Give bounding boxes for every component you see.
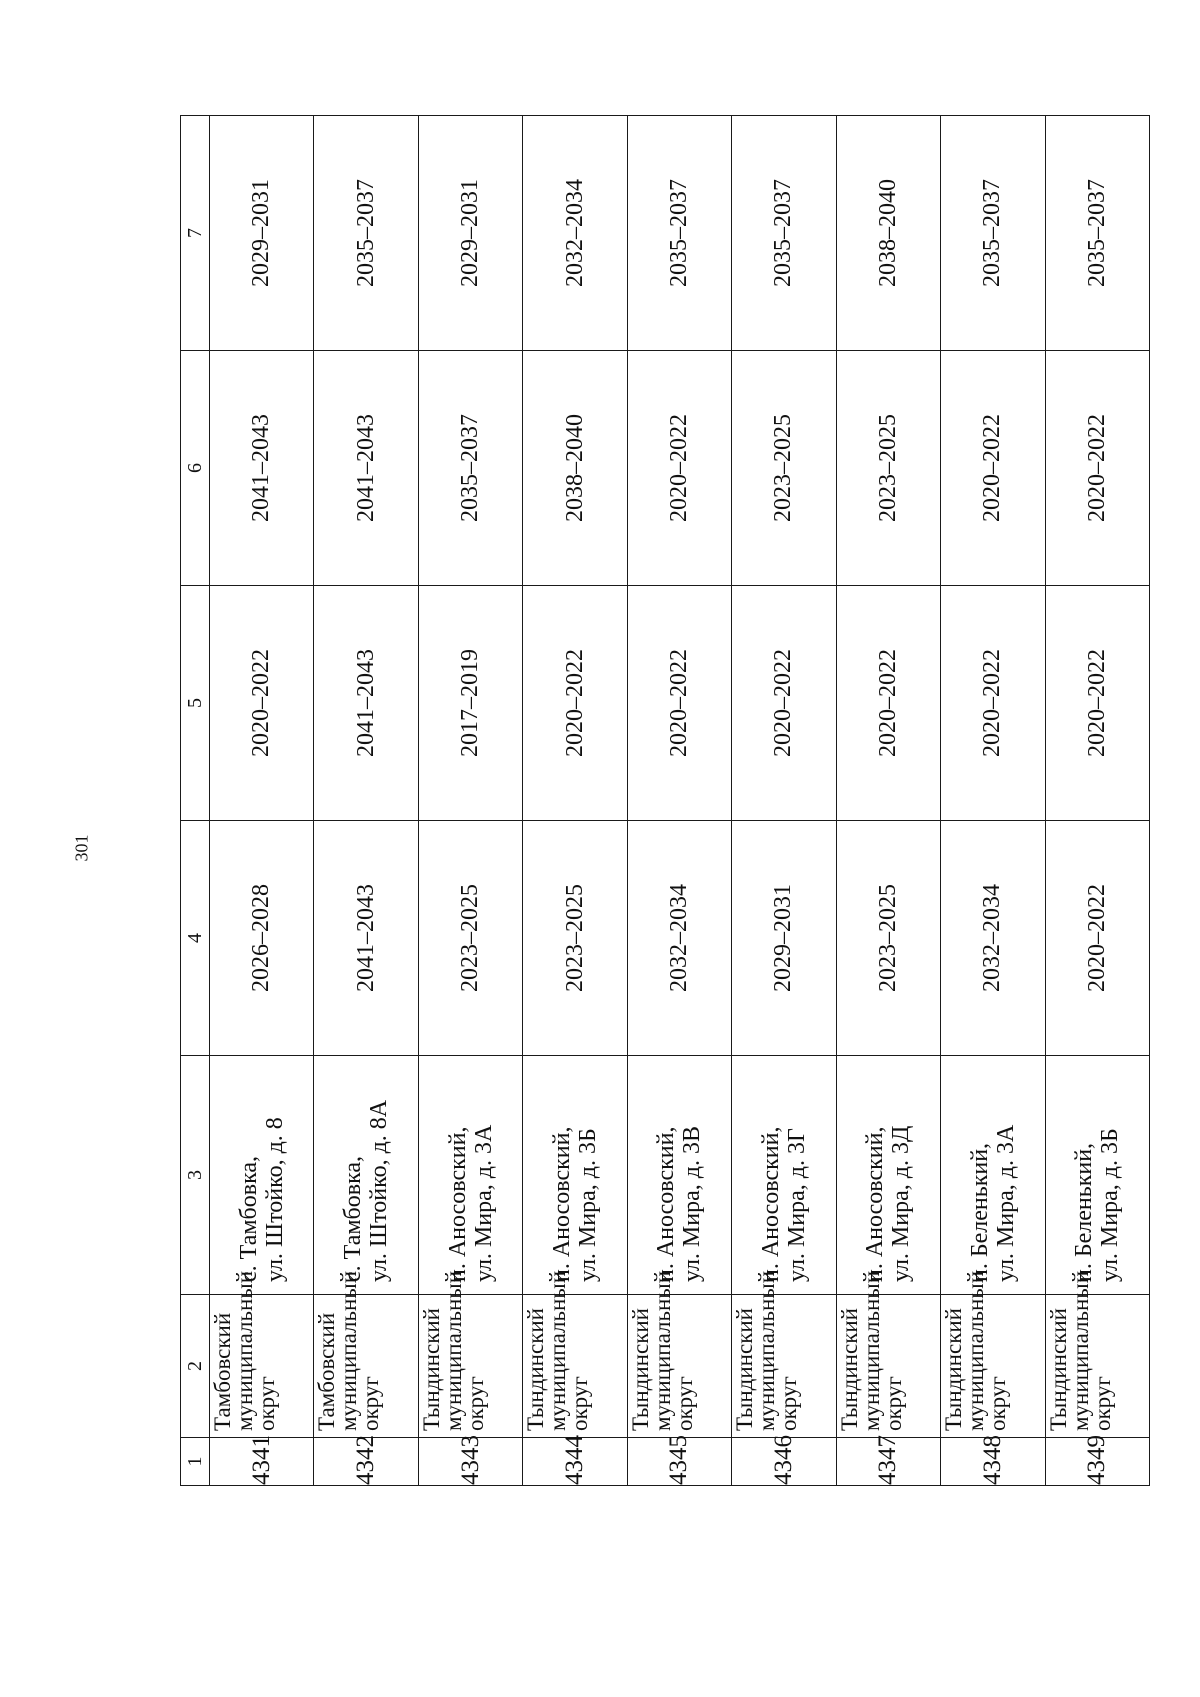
district-line: Тамбовский [314,1312,340,1431]
address-line: ул. Мира, д. 3А [992,1124,1019,1282]
period-cell-col6: 2035–2037 [418,351,522,586]
period-cell-col4: 2041–2043 [314,821,418,1056]
period-cell-col5: 2041–2043 [314,586,418,821]
district-line: округ [254,1376,279,1431]
period-cell-col6: 2023–2025 [732,351,836,586]
period-cell-col4: 2026–2028 [210,821,314,1056]
district-cell [627,1270,731,1438]
column-header: 1 [181,1438,210,1486]
row-number: 4348 [941,1438,1045,1486]
address-cell [836,1056,940,1295]
row-number: 4347 [836,1438,940,1486]
header-row [181,116,210,1486]
period-cell-col4: 2032–2034 [627,821,731,1056]
district-line: муниципальный [649,1270,675,1431]
period-cell-col6: 2038–2040 [523,351,627,586]
district-line: муниципальный [440,1270,466,1431]
period-cell-col4: 2020–2022 [1045,821,1150,1056]
district-line: Тындинский [1045,1308,1071,1431]
period-cell-col7: 2035–2037 [1045,116,1150,351]
district-cell [314,1270,418,1438]
address-line: ул. Штойко, д. 8А [366,1099,393,1282]
district-line: Тындинский [418,1308,444,1431]
district-line: Тамбовский [210,1312,235,1431]
period-cell-col5: 2020–2022 [732,586,836,821]
period-cell-col7: 2029–2031 [418,116,522,351]
address-line: п. Беленький, [966,1142,993,1282]
address-line: ул. Мира, д. 3А [470,1124,497,1282]
period-cell-col6: 2041–2043 [210,351,314,586]
period-cell-col7: 2035–2037 [941,116,1045,351]
district-cell [210,1270,314,1438]
table-row [210,116,314,1486]
period-cell-col6: 2041–2043 [314,351,418,586]
district-cell [836,1270,940,1438]
district-line: Тындинский [836,1308,862,1431]
address-cell [314,1056,418,1295]
district-cell [941,1270,1045,1438]
district-line: Тындинский [523,1308,549,1431]
district-line: округ [567,1376,593,1431]
period-cell-col7: 2035–2037 [627,116,731,351]
table-row [941,116,1045,1486]
address-line: п. Аносовский, [653,1126,680,1282]
table-row [627,116,731,1486]
address-line: п. Аносовский, [549,1126,576,1282]
district-line: муниципальный [232,1270,257,1431]
column-header: 3 [181,1056,210,1295]
district-line: округ [880,1376,906,1431]
period-cell-col4: 2032–2034 [941,821,1045,1056]
table-row [732,116,836,1486]
district-line: округ [358,1376,384,1431]
table-row [418,116,522,1486]
district-line: Тындинский [941,1308,967,1431]
address-line: ул. Мира, д. 3В [679,1126,706,1282]
district-line: округ [776,1376,802,1431]
row-number: 4343 [418,1438,522,1486]
district-line: муниципальный [336,1270,362,1431]
address-cell [732,1056,836,1295]
page-number: 301 [71,834,92,862]
column-header: 5 [181,586,210,821]
district-line: муниципальный [858,1270,884,1431]
district-line: округ [671,1376,697,1431]
table-row [1045,116,1150,1486]
period-cell-col6: 2020–2022 [1045,351,1150,586]
period-cell-col7: 2029–2031 [210,116,314,351]
row-number: 4342 [314,1438,418,1486]
address-line: ул. Мира, д. 3Б [575,1128,602,1282]
district-line: Тындинский [732,1308,758,1431]
table-row [836,116,940,1486]
period-cell-col5: 2020–2022 [1045,586,1150,821]
period-cell-col5: 2020–2022 [210,586,314,821]
row-number: 4341 [210,1438,314,1486]
address-cell [1045,1056,1150,1295]
address-cell [523,1056,627,1295]
address-line: ул. Мира, д. 3Г [783,1128,810,1282]
period-cell-col4: 2029–2031 [732,821,836,1056]
district-line: округ [1089,1376,1115,1431]
address-line: п. Аносовский, [444,1126,471,1282]
address-line: п. Аносовский, [862,1126,889,1282]
address-line: п. Беленький, [1071,1142,1098,1282]
district-line: муниципальный [963,1270,989,1431]
table-row [523,116,627,1486]
period-cell-col7: 2035–2037 [314,116,418,351]
address-line: ул. Мира, д. 3Б [1097,1128,1124,1282]
row-number: 4344 [523,1438,627,1486]
schedule-table [180,115,1150,1486]
address-cell [418,1056,522,1295]
district-line: муниципальный [545,1270,571,1431]
column-header: 7 [181,116,210,351]
period-cell-col5: 2017–2019 [418,586,522,821]
row-number: 4349 [1045,1438,1150,1486]
row-number: 4346 [732,1438,836,1486]
district-line: округ [462,1376,488,1431]
period-cell-col4: 2023–2025 [523,821,627,1056]
district-line: округ [985,1376,1011,1431]
period-cell-col5: 2020–2022 [836,586,940,821]
district-line: Тындинский [627,1308,653,1431]
rotated-table-container [180,116,1150,1486]
period-cell-col6: 2020–2022 [941,351,1045,586]
column-header: 4 [181,821,210,1056]
table-row [314,116,418,1486]
district-cell [1045,1270,1150,1438]
address-line: ул. Мира, д. 3Д [888,1125,915,1282]
period-cell-col4: 2023–2025 [418,821,522,1056]
address-line: п. Аносовский, [757,1126,784,1282]
district-cell [732,1270,836,1438]
district-line: муниципальный [754,1270,780,1431]
period-cell-col7: 2035–2037 [732,116,836,351]
period-cell-col6: 2023–2025 [836,351,940,586]
address-cell [210,1056,314,1295]
period-cell-col4: 2023–2025 [836,821,940,1056]
district-line: муниципальный [1067,1270,1093,1431]
district-cell [523,1270,627,1438]
period-cell-col7: 2032–2034 [523,116,627,351]
district-cell [418,1270,522,1438]
period-cell-col5: 2020–2022 [627,586,731,821]
column-header: 6 [181,351,210,586]
period-cell-col5: 2020–2022 [523,586,627,821]
address-line: с. Тамбовка, [235,1155,262,1282]
address-line: ул. Штойко, д. 8 [261,1117,288,1282]
address-line: с. Тамбовка, [340,1155,367,1282]
period-cell-col7: 2038–2040 [836,116,940,351]
row-number: 4345 [627,1438,731,1486]
period-cell-col5: 2020–2022 [941,586,1045,821]
address-cell [941,1056,1045,1295]
address-cell [627,1056,731,1295]
period-cell-col6: 2020–2022 [627,351,731,586]
column-header: 2 [181,1295,210,1438]
